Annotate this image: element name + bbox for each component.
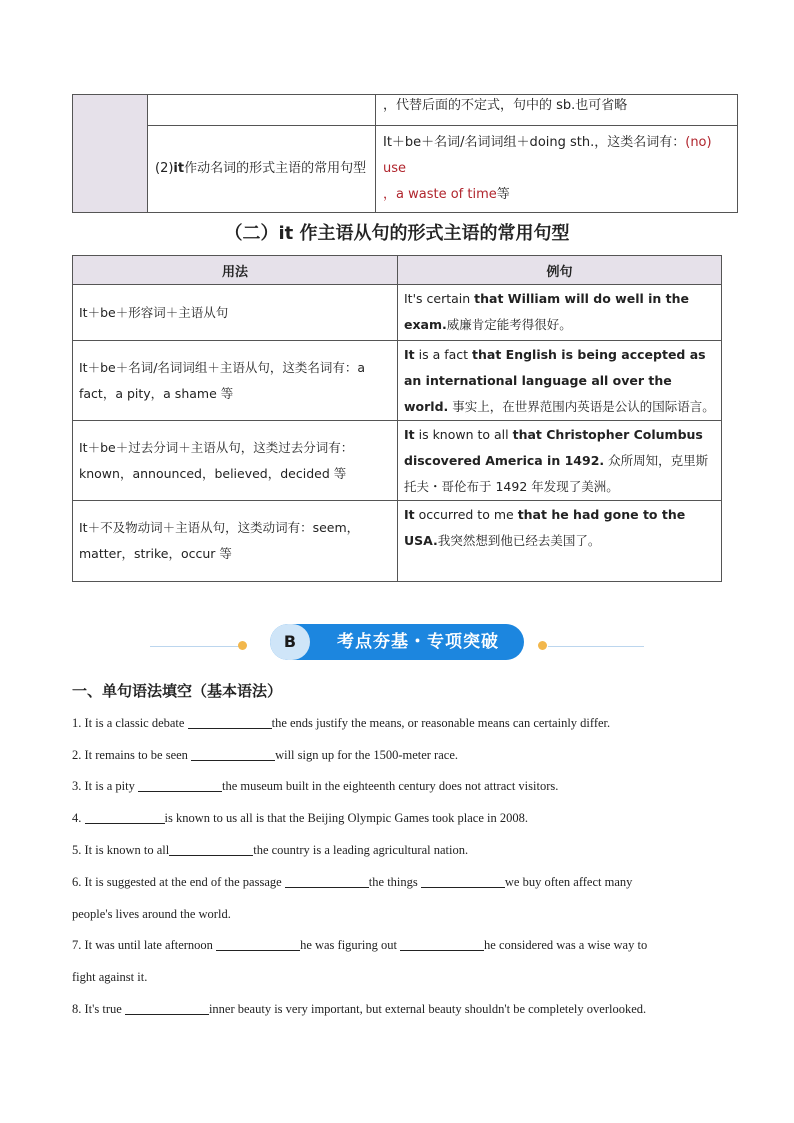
table-cell [148,95,376,126]
example-cell [398,341,722,421]
question-text: the things [368,875,421,889]
example-lead: It's certain [404,291,475,306]
example-clause-bold: that Christopher Columbus discovered America in 1492. [404,427,703,468]
question-3 [72,770,732,802]
table-row [73,501,722,582]
example-translation: 威廉肯定能考得很好。 [446,317,572,332]
answer-blank[interactable] [400,936,484,951]
example-translation: 我突然想到他已经去美国了。 [437,533,601,548]
it-usage-table-continued [72,94,738,213]
usage-cell: It＋be＋形容词＋主语从句 [73,285,398,341]
section-title: （二）it 作主语从句的形式主语的常用句型 [224,223,570,244]
question-1 [72,707,732,739]
example-lead: occurred to me [414,507,518,522]
answer-blank[interactable] [191,746,275,761]
example-noun-red: (no) use [383,135,712,176]
example-lead: is known to all [414,427,513,442]
answer-blank[interactable] [138,777,222,792]
answer-blank[interactable] [188,714,272,729]
question-text: the museum built in the eighteenth century does not attract visitors. [221,779,559,793]
answer-blank[interactable] [421,873,505,888]
question-7-continued [72,961,732,993]
question-text: the country is a leading agricultural nation. [253,843,469,857]
question-text: 6. It is suggested at the end of the passage [72,875,285,889]
question-text: the ends justify the means, or reasonable means can certainly differ. [271,716,611,730]
question-4 [72,802,732,834]
question-text: 4. [72,811,85,825]
question-7 [72,929,732,961]
banner-line-right [548,646,644,647]
question-text: inner beauty is very important, but external beauty shouldn't be completely overlooked. [208,1002,647,1016]
question-text: is known to us all is that the Beijing Olympic Games took place in 2008. [164,811,528,825]
section-banner [150,622,644,662]
answer-blank[interactable] [285,873,369,888]
question-text: he considered was a wise way to [484,938,648,952]
header-usage: 用法 [73,256,398,285]
question-text: will sign up for the 1500-meter race. [275,748,458,762]
banner-letter-badge: B [270,624,310,660]
example-clause-bold: that English is being accepted as an international language all over the world. [404,347,706,414]
usage-text: 作动名词的形式主语的常用句型 [184,161,367,176]
question-2 [72,739,732,771]
table-cell [376,126,738,213]
usage-cell: It＋be＋名词/名词词组＋主语从句，这类名词有：a fact，a pity，a shame 等 [73,341,398,421]
example-lead-bold: It [404,347,415,362]
it-subject-clause-table [72,255,722,582]
example-lead-bold: It [404,507,415,522]
banner-pill [270,624,524,660]
exercise-heading: 一、单句语法填空（基本语法） [72,682,283,700]
bold-keyword: it [173,161,185,176]
question-text: 2. It remains to be seen [72,748,192,762]
question-text: people's lives around the world. [72,907,231,921]
question-6-continued [72,898,732,930]
banner-dot-right [538,641,547,650]
banner-line-left [150,646,240,647]
question-text: 3. It is a pity [72,779,138,793]
table-cell [148,126,376,213]
question-text: 7. It was until late afternoon [72,938,217,952]
example-clause-bold: that William will do well in the exam. [404,291,690,332]
banner-dot-left [238,641,247,650]
shaded-category-cell [73,95,148,213]
example-translation: 众所周知，克里斯托夫・哥伦布于 1492 年发现了美洲。 [404,453,709,494]
table-cell: ，代替后面的不定式，句中的 sb.也可省略 [376,95,738,126]
header-example: 例句 [398,256,722,285]
question-text: 5. It is known to all [72,843,170,857]
example-translation: 事实上，在世界范围内英语是公认的国际语言。 [448,399,715,414]
answer-blank[interactable] [125,1000,209,1015]
pattern-text: It＋be＋名词/名词词组＋doing sth.，这类名词有： [383,135,686,150]
question-5 [72,834,732,866]
question-text: we buy often affect many [504,875,633,889]
question-text: 8. It's true [72,1002,125,1016]
banner-title: 考点夯基・专项突破 [337,632,499,652]
question-6 [72,866,732,898]
usage-cell: It＋be＋过去分词＋主语从句，这类过去分词有：known，announced，believed，decided 等 [73,421,398,501]
table-row [73,285,722,341]
answer-blank[interactable] [216,936,300,951]
table-header-row [73,256,722,285]
example-lead: is a fact [414,347,473,362]
question-text: he was figuring out [300,938,401,952]
etc-text: 等 [496,187,510,202]
question-text: 1. It is a classic debate [72,716,188,730]
usage-cell: It＋不及物动词＋主语从句，这类动词有：seem，matter，strike，occur 等 [73,501,398,582]
example-lead-bold: It [404,427,415,442]
example-cell [398,285,722,341]
example-clause-bold: that he had gone to the USA. [404,507,686,548]
table-row [73,95,738,126]
question-text: fight against it. [72,970,148,984]
example-cell [398,421,722,501]
example-cell [398,501,722,582]
table-row [73,421,722,501]
example-noun-red: ，a waste of time [383,187,497,202]
table-row [73,126,738,213]
item-number: (2) [155,161,174,176]
question-8 [72,993,732,1025]
table-row [73,341,722,421]
answer-blank[interactable] [85,809,165,824]
answer-blank[interactable] [169,841,253,856]
